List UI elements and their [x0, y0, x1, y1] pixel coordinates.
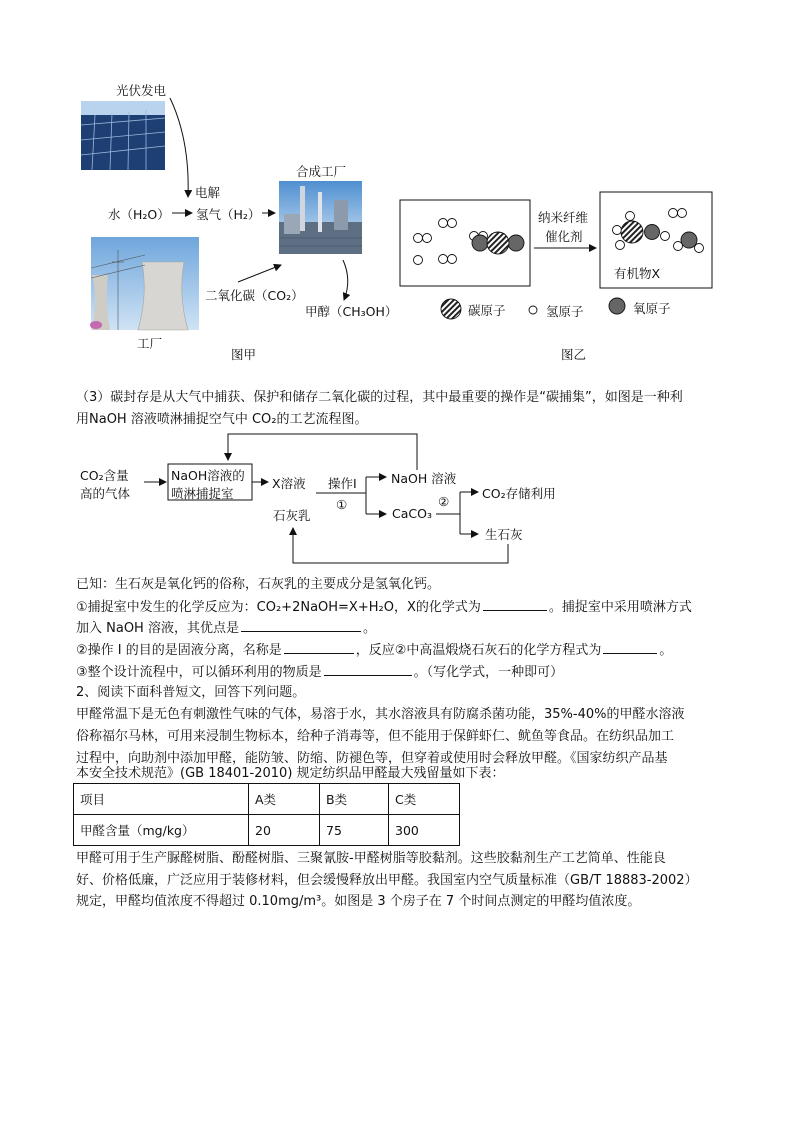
solar-panel-photo: [81, 101, 165, 170]
table-cell: 20: [249, 815, 320, 846]
table-header-cell: 项目: [74, 784, 249, 815]
passage1-line3: 过程中，向助剂中添加甲醛，能防皱、防缩、防褪色等，但穿着或使用时会释放甲醛。《国家纺织产品基: [76, 751, 668, 766]
passage1-line1: 甲醛常温下是无色有刺激性气味的气体，易溶于水，其水溶液具有防腐杀菌功能，35%-40%的甲醛水溶液: [76, 707, 685, 722]
figure-graphics: [0, 0, 794, 380]
photovoltaic-label: 光伏发电: [116, 83, 167, 98]
q3-intro-line2: 用NaOH 溶液喷淋捕捉空气中 CO₂的工艺流程图。: [76, 412, 368, 427]
electrolysis-label: 电解: [195, 185, 221, 200]
q3-2-text-b: ，反应②中高温煅烧石灰石的化学方程式为: [355, 643, 602, 658]
q3-2-line: [76, 639, 726, 662]
figure-a-caption: 图甲: [231, 347, 257, 362]
cooling-tower-photo: [90, 237, 199, 330]
passage2-line3: 规定，甲醛均值浓度不得超过 0.10mg/m³。如图是 3 个房子在 7 个时间点测定的甲醛均值浓度。: [76, 894, 641, 909]
carbon-atom-icon: [441, 299, 461, 319]
q3-1-end: 。: [362, 621, 376, 636]
factory-label: 工厂: [137, 336, 163, 351]
passage2-line1: 甲醛可用于生产脲醛树脂、酚醛树脂、三聚氰胺-甲醛树脂等胶黏剂。这些胶黏剂生产工艺简单、性能良: [76, 851, 666, 866]
co2-label: 二氧化碳（CO₂）: [205, 288, 304, 303]
q3-3-line: [76, 661, 726, 684]
q3-intro-line1: （3）碳封存是从大气中捕获、保护和储存二氧化碳的过程，其中最重要的操作是“碳捕集”，如图是一种利: [76, 390, 683, 405]
legend-carbon: 碳原子: [468, 303, 506, 318]
x-solution-label: X溶液: [272, 476, 306, 491]
product-molecules: [613, 209, 704, 253]
table-header-cell: A类: [249, 784, 320, 815]
synthesis-plant-photo: [279, 181, 362, 254]
q3-1-after: 。捕捉室中采用喷淋方式: [548, 600, 692, 615]
hydrogen-label: 氢气（H₂）: [196, 207, 261, 222]
q3-3-text-a: ③整个设计流程中，可以循环利用的物质是: [76, 665, 322, 680]
q2-title: 2、阅读下面科普短文，回答下列问题。: [76, 685, 306, 700]
q3-1-text: ①捕捉室中发生的化学反应为：CO₂+2NaOH=X+H₂O，X的化学式为: [76, 600, 481, 615]
co2-molecule: [472, 232, 524, 254]
known-info: 已知：生石灰是氧化钙的俗称，石灰乳的主要成分是氢氧化钙。: [76, 577, 441, 592]
naoh-solution-label: NaOH 溶液: [391, 471, 457, 486]
hydrogen-atom-icon: [529, 306, 537, 314]
table-cell: 甲醛含量（mg/kg）: [74, 815, 249, 846]
q3-2-text-a: ②操作 I 的目的是固液分离，名称是: [76, 643, 282, 658]
passage2-line2: 好、价格低廉，广泛应用于装修材料，但会缓慢释放出甲醛。我国室内空气质量标准（GB/T 18883-2002）: [76, 873, 698, 888]
formaldehyde-limit-table: [73, 783, 460, 846]
figures-area: [0, 0, 794, 380]
table-row: [74, 815, 460, 846]
step2-label: ②: [438, 494, 450, 509]
catalyst-label-2: 催化剂: [545, 229, 583, 244]
catalyst-label-1: 纳米纤维: [538, 210, 589, 225]
legend-oxygen: 氧原子: [633, 301, 671, 316]
caco3-label: CaCO₃: [392, 506, 432, 521]
answer-blank-equation[interactable]: [603, 639, 657, 654]
chamber-label-2: 喷淋捕捉室: [171, 486, 234, 501]
methanol-label: 甲醇（CH₃OH）: [305, 304, 398, 319]
input-gas-line1: CO₂含量: [80, 468, 129, 483]
chamber-label-1: NaOH溶液的: [171, 468, 245, 483]
figure-b-caption: 图乙: [561, 347, 587, 362]
quicklime-label: 生石灰: [485, 527, 523, 542]
table-header-row: [74, 784, 460, 815]
water-label: 水（H₂O）: [108, 207, 170, 222]
oxygen-atom-icon: [609, 298, 625, 314]
input-gas-line2: 高的气体: [80, 486, 131, 501]
product-label: 有机物X: [614, 266, 661, 281]
table-cell: 300: [389, 815, 460, 846]
passage1-line4: 本安全技术规范》(GB 18401-2010) 规定纺织品甲醛最大残留量如下表：: [76, 766, 505, 781]
table-cell: 75: [320, 815, 389, 846]
step1-label: ①: [336, 497, 348, 512]
passage1-line2: 俗称福尔马林，可用来浸制生物标本，给种子消毒等，但不能用于保鲜虾仁、鱿鱼等食品。在纺织品加工: [76, 729, 675, 744]
q3-1-line1: [76, 596, 726, 619]
q3-2-end: 。: [659, 643, 673, 658]
plant-label: 合成工厂: [296, 164, 347, 179]
legend-hydrogen: 氢原子: [546, 304, 584, 319]
answer-blank-x-formula[interactable]: [483, 596, 547, 611]
answer-blank-recyclable[interactable]: [324, 661, 412, 676]
answer-blank-spray-advantage[interactable]: [241, 617, 361, 632]
answer-blank-operation-name[interactable]: [284, 639, 354, 654]
q3-1-text-2: 加入 NaOH 溶液，其优点是: [76, 621, 239, 636]
operation-label: 操作I: [328, 476, 357, 491]
q3-3-text-b: 。（写化学式，一种即可）: [413, 665, 564, 680]
co2-storage-label: CO₂存储利用: [482, 486, 556, 501]
table-header-cell: B类: [320, 784, 389, 815]
lime-milk-label: 石灰乳: [273, 508, 311, 523]
q3-1-line2: [76, 617, 726, 640]
table-header-cell: C类: [389, 784, 460, 815]
